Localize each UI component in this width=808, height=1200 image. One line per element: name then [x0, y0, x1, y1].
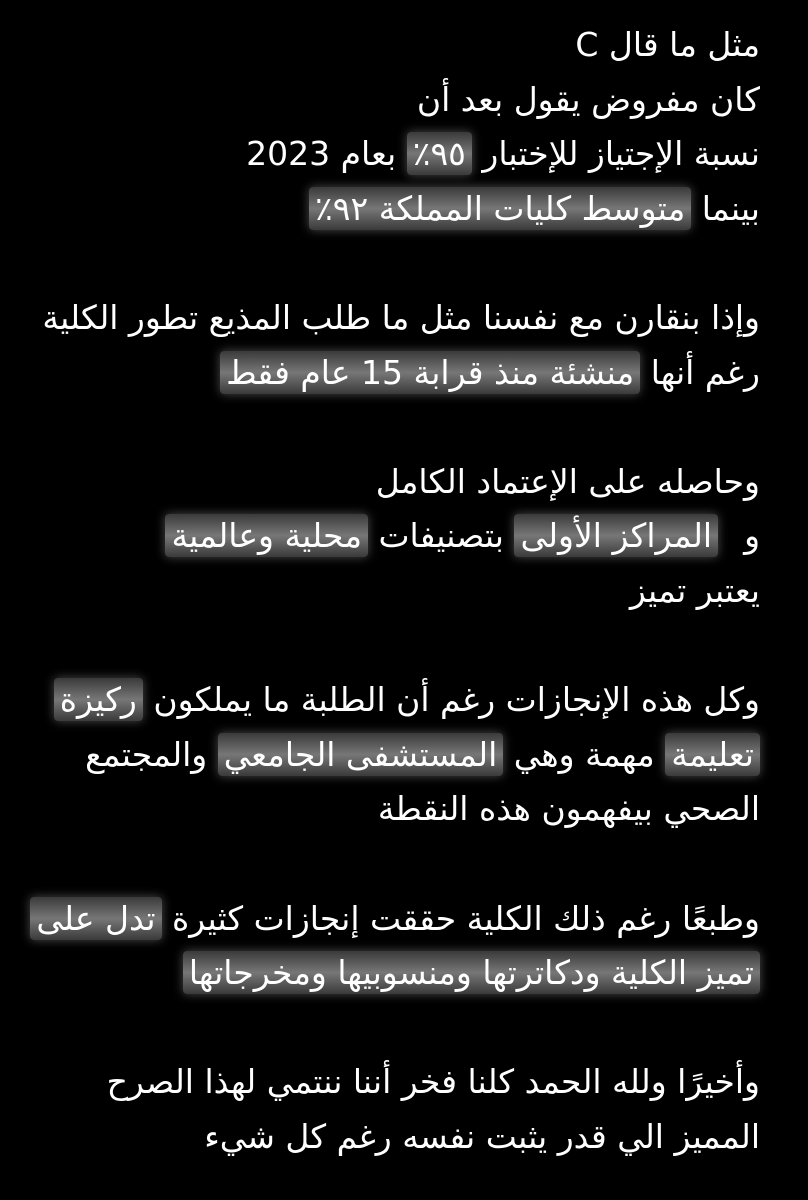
highlight: محلية وعالمية [165, 514, 368, 557]
text-line [20, 673, 760, 728]
text-line [20, 564, 760, 619]
highlight: متوسط كليات المملكة ٩٢٪ [309, 187, 691, 230]
highlight: تدل على [30, 897, 161, 940]
text-span: والمجتمع [85, 734, 218, 774]
highlight: تعليمة [665, 733, 760, 776]
note-text [20, 18, 760, 1164]
text-span: كان مفروض يقول بعد أن [416, 79, 760, 119]
text-span: وكل هذه الإنجازات رغم أن الطلبة ما يملكون [142, 680, 760, 720]
text-span: بينما [691, 188, 760, 228]
text-line [20, 1110, 760, 1165]
text-line [20, 892, 760, 947]
text-span: وإذا بنقارن مع نفسنا مثل ما طلب المذيع تطور الكلية [42, 297, 760, 337]
highlight: تميز الكلية ودكاترتها ومنسوبيها ومخرجاتها [183, 951, 760, 994]
text-span: وحاصله على الإعتماد الكامل [375, 461, 760, 501]
paragraph-gap [20, 837, 760, 892]
paragraph-gap [20, 400, 760, 455]
text-span: وطبعًا رغم ذلك الكلية حققت إنجازات كثيرة [161, 898, 760, 938]
highlight: المستشفى الجامعي [218, 733, 504, 776]
text-line [20, 291, 760, 346]
text-line [20, 455, 760, 510]
text-line [20, 509, 760, 564]
text-span: وأخيرًا ولله الحمد كلنا فخر أننا ننتمي لهذا الصرح [106, 1062, 760, 1102]
text-span: يعتبر تميز [629, 570, 760, 610]
highlight: منشئة منذ قرابة 15 عام فقط [220, 351, 640, 394]
paragraph-gap [20, 236, 760, 291]
text-span: نسبة الإجتياز للإختبار [471, 134, 760, 174]
text-span: رغم أنها [640, 352, 760, 392]
text-line [20, 182, 760, 237]
text-line [20, 18, 760, 73]
text-span: مثل ما قال C [575, 25, 760, 64]
text-line [20, 346, 760, 401]
text-line [20, 127, 760, 182]
text-line [20, 782, 760, 837]
text-span: و [744, 516, 760, 556]
text-span: الصحي بيفهمون هذه النقطة [377, 789, 760, 829]
text-span: مهمة وهي [503, 734, 666, 774]
highlight: ركيزة [54, 678, 143, 721]
text-span: بعام 2023 [246, 134, 407, 174]
text-line [20, 946, 760, 1001]
text-span: المميز الي قدر يثبت نفسه رغم كل شيء [204, 1116, 760, 1156]
highlight: المراكز الأولى [514, 514, 718, 557]
text-line [20, 728, 760, 783]
text-line [20, 73, 760, 128]
text-line [20, 1055, 760, 1110]
highlight: ٩٥٪ [407, 132, 472, 175]
paragraph-gap [20, 619, 760, 674]
paragraph-gap [20, 1001, 760, 1056]
text-span: بتصنيفات [368, 516, 515, 556]
